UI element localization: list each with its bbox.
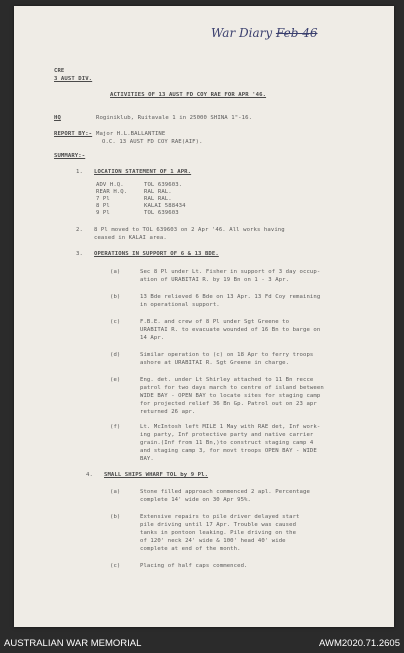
sub-item-label: (a) [110,489,121,495]
hq-label: HQ [54,115,61,121]
sub-item-text: 14 Apr. [140,335,165,341]
sub-item-text: ashore at URABITAI R. Sgt Greene in charge. [140,360,290,366]
item-4-number: 4. [86,472,93,478]
location-unit: 8 Pl [96,203,110,209]
item-2-text: ceased in KALAI area. [94,235,167,241]
sub-item-text: of 120' neck 24' wide & 100' head 40' wide [140,538,286,544]
sub-item-text: in operational support. [140,302,220,308]
report-line-2: O.C. 13 AUST FD COY RAE(AIF). [102,139,203,145]
sub-item-label: (c) [110,563,121,569]
sub-item-label: (b) [110,514,121,520]
sub-item-text: Extensive repairs to pile driver delayed start [140,514,300,520]
sub-item-text: pile driving until 17 Apr. Trouble was caused [140,522,297,528]
header-line-2: 3 AUST DIV. [54,76,93,82]
location-value: RAL RAL. [144,189,172,195]
item-4-title: SMALL SHIPS WHARF TOL by 9 Pl. [104,472,209,478]
sub-item-text: ing party, Inf protective party and native carrier [140,432,314,438]
document-page [14,6,394,627]
location-unit: ADV H.Q. [96,182,124,188]
location-value: TOL 639603 [144,210,179,216]
sub-item-text: ation of URABITAI R. by 19 Bn on 1 - 3 Apr. [140,277,290,283]
header-line-1: CRE [54,68,65,74]
report-label: REPORT BY:- [54,131,93,137]
sub-item-text: and staging camp 3, for movt troops OPEN BAY - WIDE [140,448,317,454]
sub-item-label: (f) [110,424,121,430]
sub-item-text: complete 14' wide on 30 Apr 95%. [140,497,251,503]
sub-item-text: Eng. det. under Lt Shirley attached to 11 Bn recce [140,377,314,383]
sub-item-text: Similar operation to (c) on 18 Apr to ferry troops [140,352,314,358]
sub-item-text: BAY. [140,456,154,462]
sub-item-text: F.B.E. and crew of 8 Pl under Sgt Greene to [140,319,290,325]
handwritten-annotation [211,26,318,40]
sub-item-text: returned 26 apr. [140,409,196,415]
item-2-number: 2. [76,227,83,233]
sub-item-text: URABITAI R. to evacuate wounded of 16 Bn to barge on [140,327,321,333]
sub-item-text: for projected relief 36 Bn Gp. Patrol out on 23 apr [140,401,317,407]
location-unit: 9 Pl [96,210,110,216]
item-1-number: 1. [76,169,83,175]
location-value: TOL 639603. [144,182,183,188]
sub-item-text: Placing of half caps commenced. [140,563,248,569]
summary-label: SUMMARY:- [54,153,86,159]
sub-item-text: Sec 8 Pl under Lt. Fisher in support of 3 day occup- [140,269,321,275]
annotation-text: War Diary [211,26,273,40]
sub-item-label: (a) [110,269,121,275]
footer-accession-number: AWM2020.71.2605 [319,638,400,649]
item-2-text: 8 Pl moved to TOL 639603 on 2 Apr '46. All works having [94,227,285,233]
item-3-title: OPERATIONS IN SUPPORT OF 6 & 13 BDE. [94,251,219,257]
location-unit: REAR H.Q. [96,189,128,195]
sub-item-text: complete at end of the month. [140,546,241,552]
item-3-number: 3. [76,251,83,257]
sub-item-text: Stone filled approach commenced 2 apl. Percentage [140,489,310,495]
report-line-1: Major H.L.BALLANTINE [96,131,166,137]
document-title: ACTIVITIES OF 13 AUST FD COY RAE FOR APR '46. [110,92,267,98]
footer-credit: AUSTRALIAN WAR MEMORIAL [4,638,142,649]
sub-item-label: (c) [110,319,121,325]
annotation-struck-text: Feb 46 [275,26,318,40]
location-value: KALAI 588434 [144,203,186,209]
sub-item-text: tanks in pontoon leaking. Pile driving on the [140,530,297,536]
sub-item-text: WIDE BAY - OPEN BAY to locate sites for staging camp [140,393,321,399]
hq-text: Roginiklub, Ruitavale 1 in 25000 SHINA 1"-16. [96,115,253,121]
sub-item-text: Lt. McIntosh left MILE 1 May with RAE det, Inf work- [140,424,321,430]
sub-item-label: (b) [110,294,121,300]
item-1-title: LOCATION STATEMENT OF 1 APR. [94,169,192,175]
sub-item-text: grain.(Inf from 11 Bn,)to construct staging camp 4 [140,440,314,446]
location-value: RAL RAL. [144,196,172,202]
sub-item-text: patrol for two days march to centre of island between [140,385,324,391]
sub-item-label: (d) [110,352,121,358]
location-unit: 7 Pl [96,196,110,202]
sub-item-label: (e) [110,377,121,383]
sub-item-text: 13 Bde relieved 6 Bde on 13 Apr. 13 Fd Coy remaining [140,294,321,300]
